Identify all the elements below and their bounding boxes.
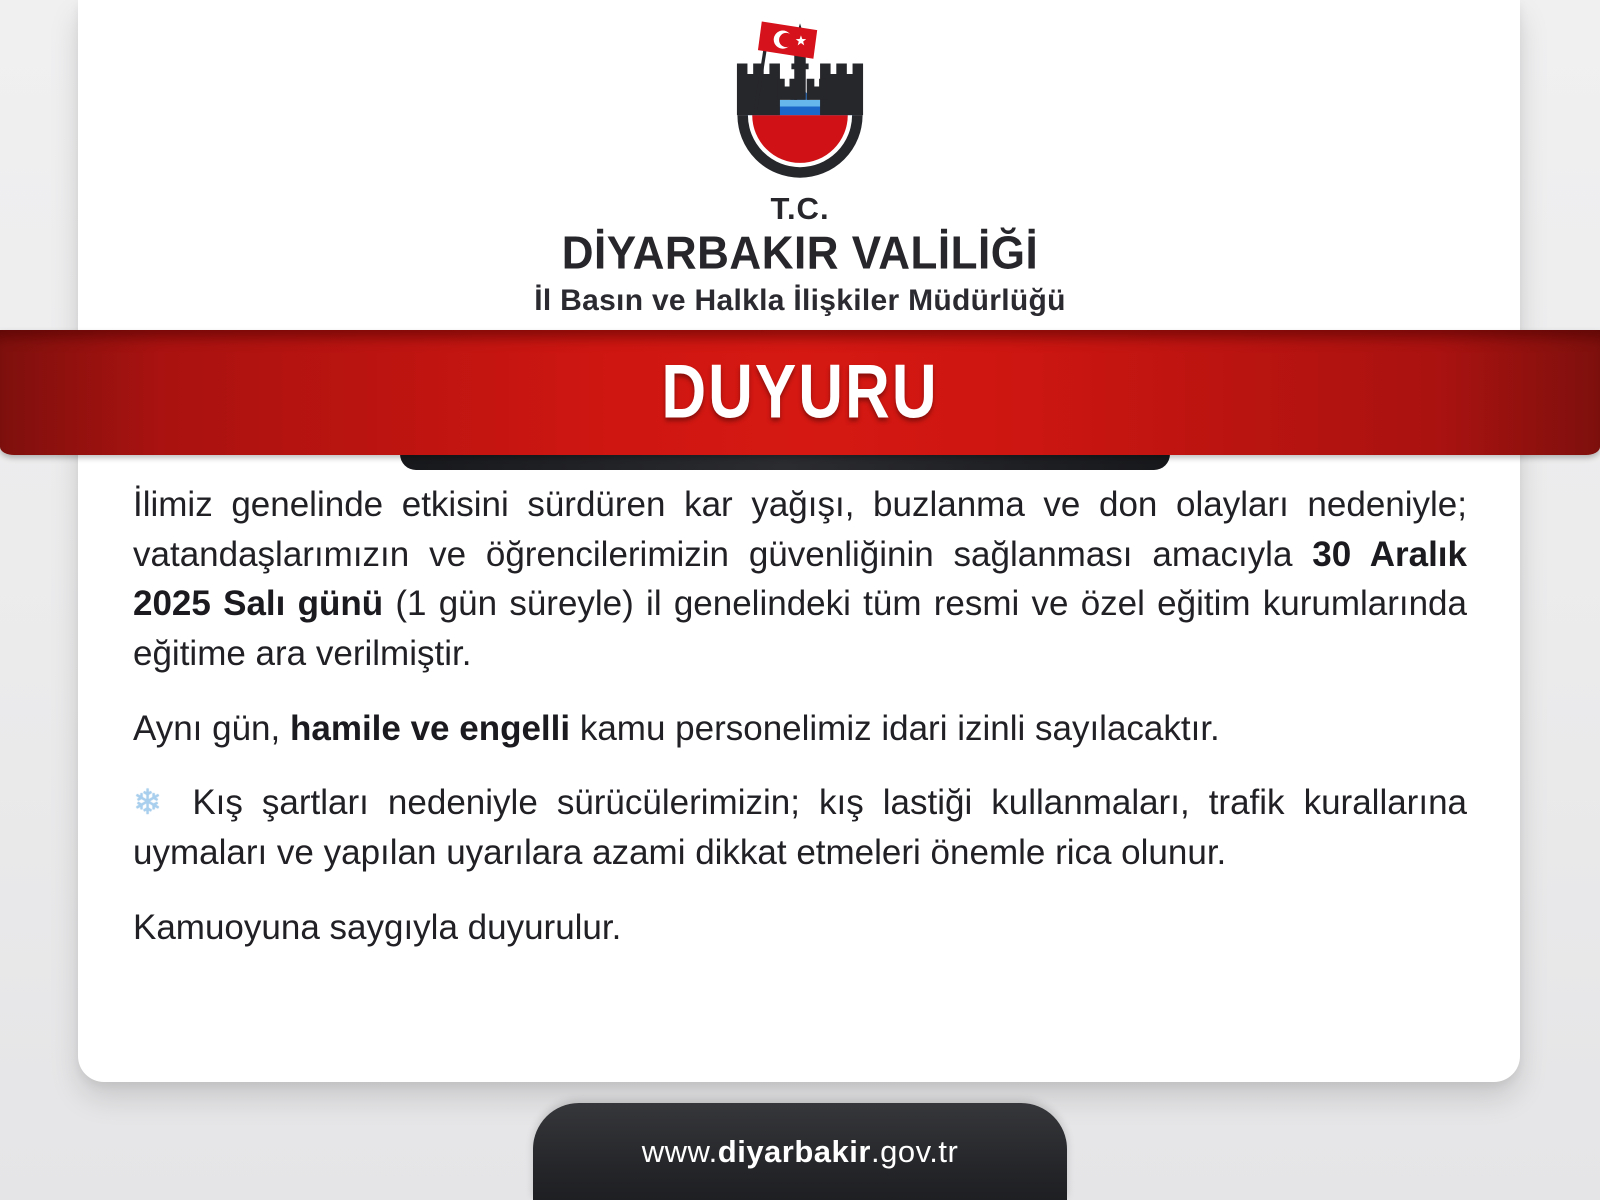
paragraph3-text: Kış şartları nedeniyle sürücülerimizin; kış lastiği kullanmaları, trafik kurallarına uymaları ve yapılan uyarılara azami dikkat etmeleri önemle rica olunur. <box>133 783 1467 873</box>
org-prefix: T.C. <box>770 191 830 226</box>
paragraph-closing: Kamuoyuna saygıyla duyurulur. <box>133 907 622 947</box>
footer-url-bar <box>533 1103 1067 1200</box>
org-name: DİYARBAKIR VALİLİĞİ <box>561 227 1039 280</box>
paragraph2-bold: hamile ve engelli <box>289 708 571 748</box>
header <box>0 0 1600 318</box>
paragraph1-date-bold: 30 Aralık 2025 Salı günü <box>133 534 1467 624</box>
footer-url[interactable] <box>642 1134 959 1170</box>
announcement-banner <box>0 330 1600 455</box>
paragraph-winter-warning <box>133 778 1467 877</box>
paragraph2-text: Aynı gün, <box>133 708 290 748</box>
diyarbakir-governorship-emblem-icon <box>714 8 886 189</box>
paragraph-admin-leave <box>133 704 1467 754</box>
org-unit: İl Basın ve Halkla İlişkiler Müdürlüğü <box>534 284 1066 317</box>
banner-title: DUYURU <box>661 350 939 435</box>
url-domain: diyarbakir <box>717 1133 871 1169</box>
snowflake-icon: ❄ <box>133 783 163 823</box>
paragraph-school-closure <box>133 480 1467 679</box>
announcement-body <box>133 480 1467 978</box>
paragraph1-text-end: (1 gün süreyle) il genelindeki tüm resmi ve özel eğitim kurumlarında eğitime ara verilmiştir. <box>133 584 1467 674</box>
url-suffix: .gov.tr <box>870 1133 959 1169</box>
paragraph1-text: İlimiz genelinde etkisini sürdüren kar yağışı, buzlanma ve don olayları nedeniyle; vatandaşlarımızın ve öğrencilerimizin güvenliğinin sağlanması amacıyla <box>133 485 1467 574</box>
url-prefix: www. <box>641 1133 718 1169</box>
paragraph2-text-end: kamu personelimiz idari izinli sayılacaktır. <box>570 708 1220 748</box>
